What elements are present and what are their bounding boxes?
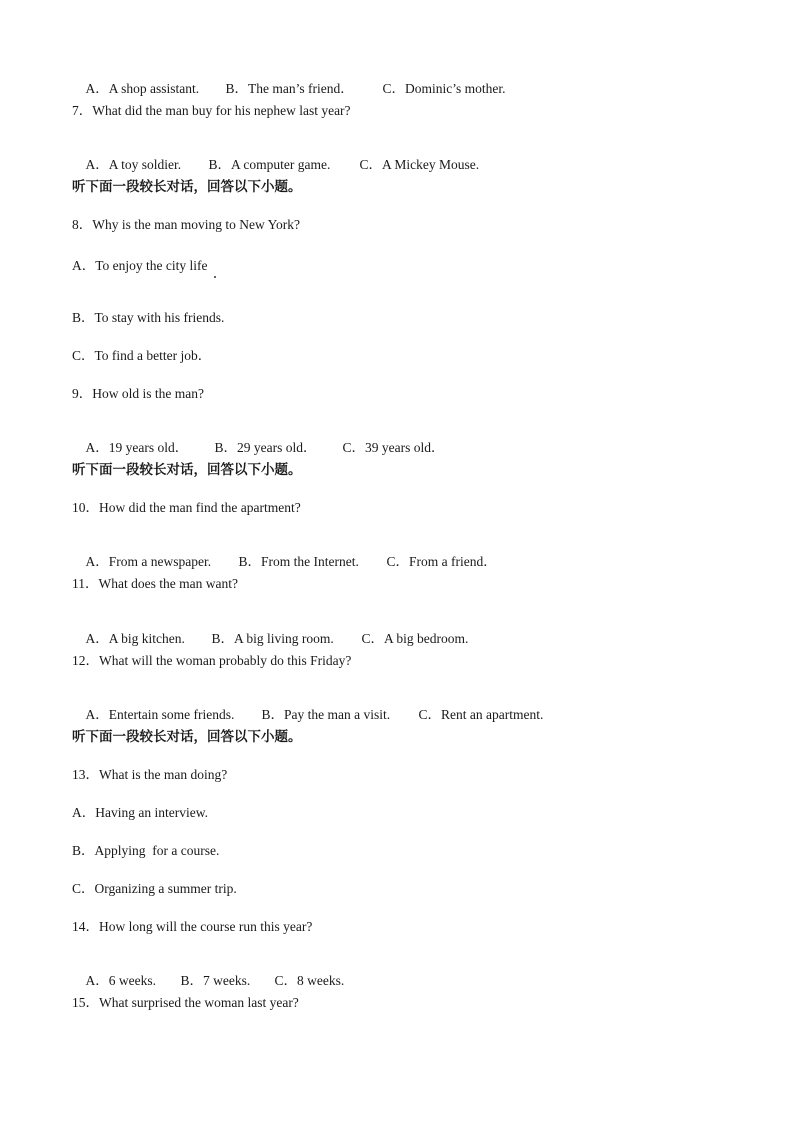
q8-option-b: B．To stay with his friends. xyxy=(72,310,225,325)
q12-option-a: A．Entertain some friends. xyxy=(85,707,235,722)
q8-option-c: C．To find a better job． xyxy=(72,348,212,363)
q11-option-c: C．A big bedroom. xyxy=(361,631,469,646)
q13-option-b: B．Applying for a course. xyxy=(72,843,220,858)
q12-option-b: B．Pay the man a visit. xyxy=(261,707,391,722)
q8-option-a: A．To enjoy the city life xyxy=(72,258,208,273)
q15-question: 15．What surprised the woman last year? xyxy=(72,995,299,1010)
section-heading-1: 听下面一段较长对话，回答以下小题。 xyxy=(72,179,302,195)
q6-option-c: C．Dominic’s mother. xyxy=(382,81,506,96)
q13-option-c: C．Organizing a summer trip. xyxy=(72,881,237,896)
q12-question: 12．What will the woman probably do this Friday? xyxy=(72,653,352,668)
q10-option-a: A．From a newspaper. xyxy=(85,554,212,569)
q9-option-b: B．29 years old． xyxy=(214,440,317,455)
q9-question: 9．How old is the man? xyxy=(72,386,204,401)
q9-option-c: C．39 years old． xyxy=(342,440,445,455)
stray-dot xyxy=(214,276,216,278)
q8-question: 8．Why is the man moving to New York? xyxy=(72,217,300,232)
q9-option-a: A．19 years old． xyxy=(85,440,189,455)
q13-option-a: A．Having an interview. xyxy=(72,805,208,820)
q14-option-b: B．7 weeks. xyxy=(180,973,251,988)
q14-question: 14．How long will the course run this year? xyxy=(72,919,313,934)
q11-question: 11．What does the man want? xyxy=(72,576,238,591)
q7-option-c: C．A Mickey Mouse. xyxy=(359,157,480,172)
q10-option-c: C．From a friend． xyxy=(386,554,497,569)
q13-question: 13．What is the man doing? xyxy=(72,767,228,782)
q7-option-b: B．A computer game. xyxy=(208,157,331,172)
q10-option-b: B．From the Internet. xyxy=(238,554,359,569)
section-heading-3: 听下面一段较长对话，回答以下小题。 xyxy=(72,729,302,745)
q12-option-c: C．Rent an apartment. xyxy=(418,707,544,722)
q7-option-a: A．A toy soldier. xyxy=(85,157,182,172)
q11-option-b: B．A big living room. xyxy=(211,631,334,646)
q6-option-b: B．The man’s friend． xyxy=(225,81,354,96)
q10-question: 10．How did the man find the apartment? xyxy=(72,500,301,515)
q14-option-c: C．8 weeks. xyxy=(274,973,345,988)
q11-option-a: A．A big kitchen. xyxy=(85,631,185,646)
q6-option-a: A．A shop assistant. xyxy=(85,81,200,96)
q14-option-a: A．6 weeks. xyxy=(85,973,156,988)
q7-question: 7．What did the man buy for his nephew last year? xyxy=(72,103,351,118)
section-heading-2: 听下面一段较长对话，回答以下小题。 xyxy=(72,462,302,478)
